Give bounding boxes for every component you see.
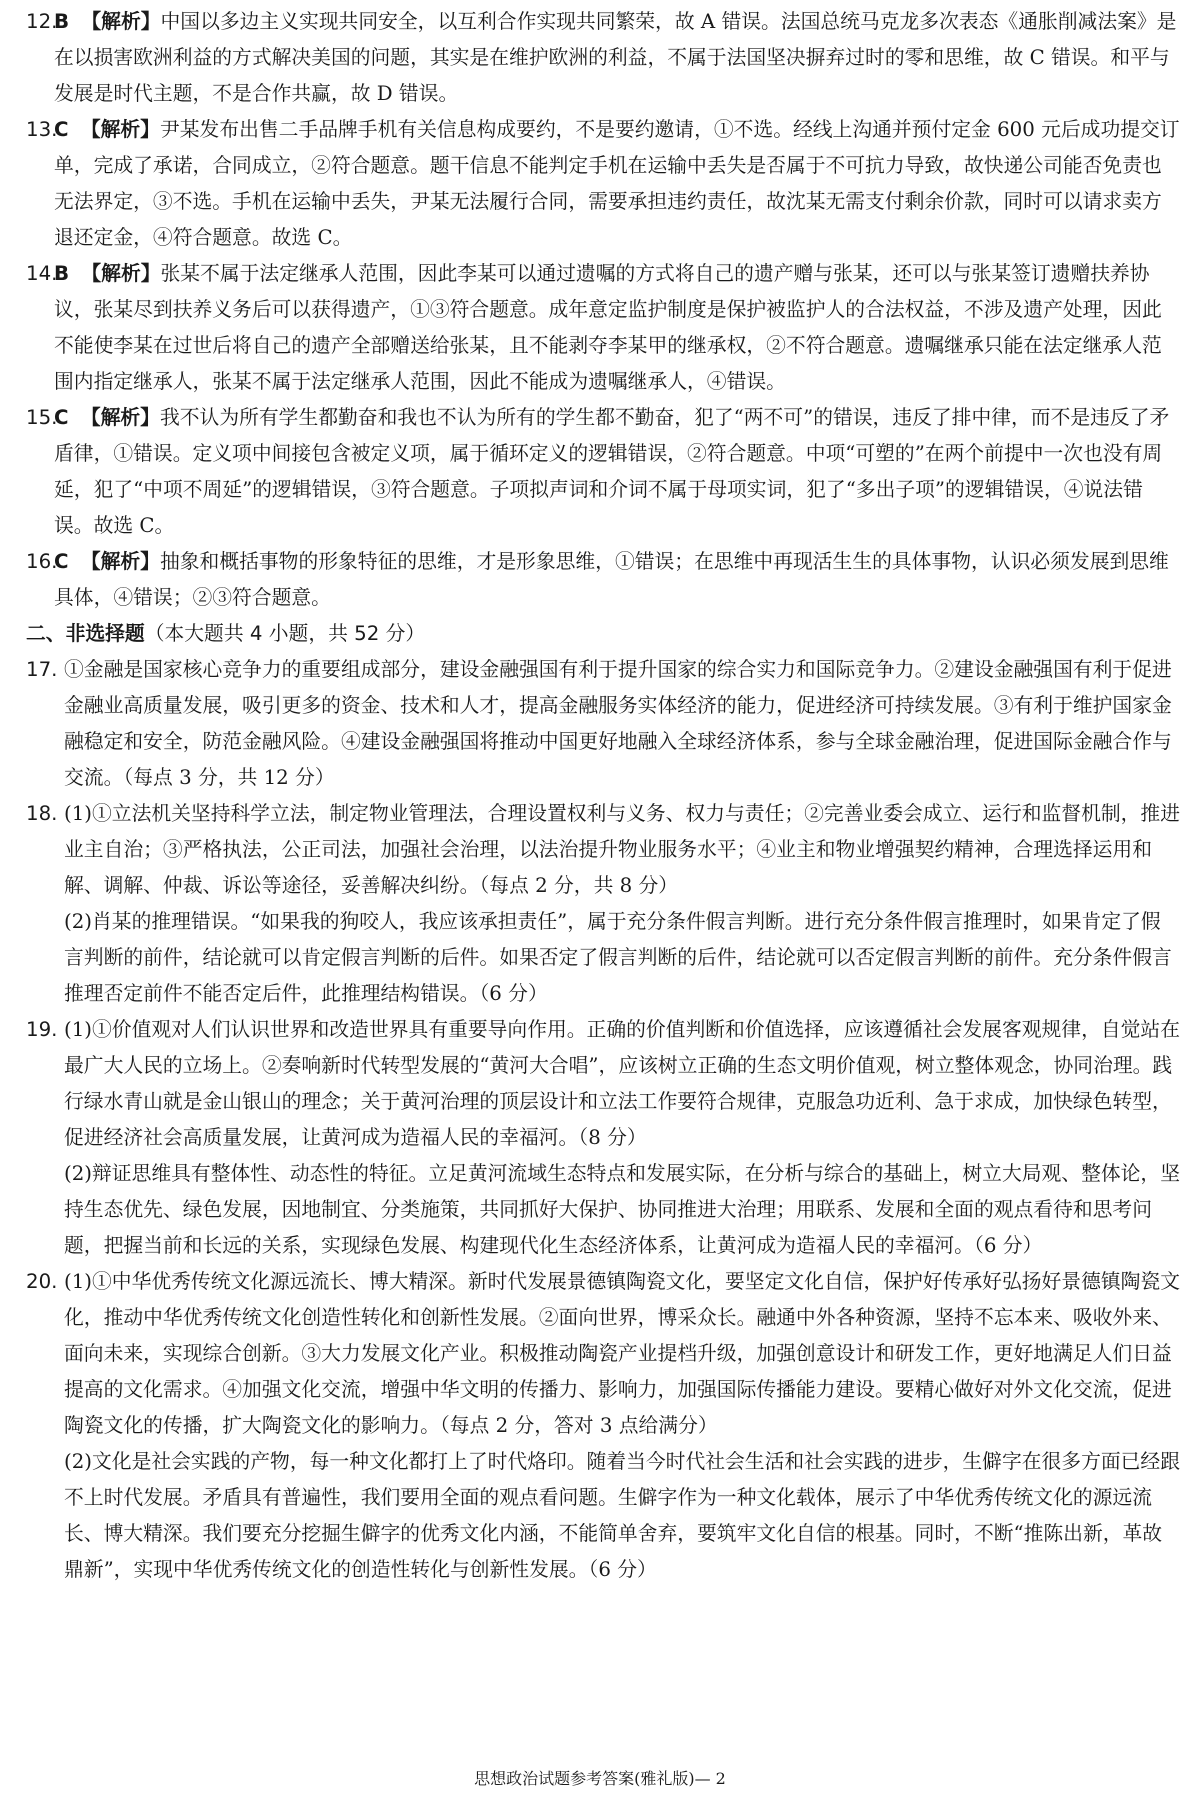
answer-letter: C xyxy=(54,118,69,141)
answer-part-2: (2)文化是社会实践的产物，每一种文化都打上了时代烙印。随着当今时代社会生活和社会实践的进步，生僻字在很多方面已经跟不上时代发展。矛盾具有普遍性，我们要用全面的观点看问题。生僻字作为一种文化载体，展示了中华优秀传统文化的源远流长、博大精深。我们要充分挖掘生僻字的优秀文化内涵，不能简单舍弃，要筑牢文化自信的根基。同时，不断“推陈出新，革故鼎新”，实现中华优秀传统文化的创造性转化与创新性发展。（6 分） xyxy=(64,1450,1180,1581)
question-number: 16. xyxy=(26,550,58,573)
analysis-tag: 【解析】 xyxy=(80,550,160,573)
answer-part-1: (1)①立法机关坚持科学立法，制定物业管理法，合理设置权利与义务、权力与责任；②完善业委会成立、运行和监督机制，推进业主自治；③严格执法，公正司法，加强社会治理，以法治提升物业服务水平；④业主和物业增强契约精神，合理选择运用和解、调解、仲裁、诉讼等途径，妥善解决纠纷。（每点 2 分，共 8 分） xyxy=(64,802,1180,897)
section-note: （本大题共 4 小题，共 52 分） xyxy=(144,622,426,645)
answer-part-2: (2)肖某的推理错误。“如果我的狗咬人，我应该承担责任”，属于充分条件假言判断。进行充分条件假言推理时，如果肯定了假言判断的前件，结论就可以肯定假言判断的后件。如果否定了假言判断的后件，结论就可以否定假言判断的前件。充分条件假言推理否定前件不能否定后件，此推理结构错误。（6 分） xyxy=(64,910,1172,1005)
analysis-text: 张某不属于法定继承人范围，因此李某可以通过遗嘱的方式将自己的遗产赠与张某，还可以与张某签订遗赠扶养协议，张某尽到扶养义务后可以获得遗产，①③符合题意。成年意定监护制度是保护被监护人的合法权益，不涉及遗产处理，因此不能使李某在过世后将自己的遗产全部赠送给张某，且不能剥夺李某甲的继承权，②不符合题意。遗嘱继承只能在法定继承人范围内指定继承人，张某不属于法定继承人范围，因此不能成为遗嘱继承人，④错误。 xyxy=(54,262,1162,393)
answer-item-15 xyxy=(26,400,1180,544)
answer-part-2: (2)辩证思维具有整体性、动态性的特征。立足黄河流域生态特点和发展实际，在分析与综合的基础上，树立大局观、整体论，坚持生态优先、绿色发展，因地制宜、分类施策，共同抓好大保护、协同推进大治理；用联系、发展和全面的观点看待和思考问题，把握当前和长远的关系，实现绿色发展、构建现代化生态经济体系，让黄河成为造福人民的幸福河。（6 分） xyxy=(64,1162,1180,1257)
answer-item-17 xyxy=(26,652,1180,796)
answer-letter: B xyxy=(54,10,70,33)
answer-item-14 xyxy=(26,256,1180,400)
answer-item-16 xyxy=(26,544,1180,616)
answer-item-12 xyxy=(26,4,1180,112)
answer-letter: B xyxy=(54,262,70,285)
answer-part-1: (1)①中华优秀传统文化源远流长、博大精深。新时代发展景德镇陶瓷文化，要坚定文化自信，保护好传承好弘扬好景德镇陶瓷文化，推动中华优秀传统文化创造性转化和创新性发展。②面向世界，博采众长。融通中外各种资源，坚持不忘本来、吸收外来、面向未来，实现综合创新。③大力发展文化产业。积极推动陶瓷产业提档升级，加强创意设计和研发工作，更好地满足人们日益提高的文化需求。④加强文化交流，增强中华文明的传播力、影响力，加强国际传播能力建设。要精心做好对外文化交流，促进陶瓷文化的传播，扩大陶瓷文化的影响力。（每点 2 分，答对 3 点给满分） xyxy=(64,1270,1180,1437)
analysis-tag: 【解析】 xyxy=(81,10,161,33)
question-number: 13. xyxy=(26,118,58,141)
answer-letter: C xyxy=(54,406,69,429)
analysis-tag: 【解析】 xyxy=(81,262,161,285)
answer-document xyxy=(26,4,1180,1588)
analysis-text: 我不认为所有学生都勤奋和我也不认为所有的学生都不勤奋，犯了“两不可”的错误，违反了排中律，而不是违反了矛盾律，①错误。定义项中间接包含被定义项，属于循环定义的逻辑错误，②符合题意。中项“可塑的”在两个前提中一次也没有周延，犯了“中项不周延”的逻辑错误，③符合题意。子项拟声词和介词不属于母项实词，犯了“多出子项”的逻辑错误，④说法错误。故选 C。 xyxy=(54,406,1170,537)
section-title: 二、非选择题 xyxy=(26,622,145,645)
question-number: 12. xyxy=(26,10,58,33)
analysis-tag: 【解析】 xyxy=(80,118,160,141)
analysis-text: 抽象和概括事物的形象特征的思维，才是形象思维，①错误；在思维中再现活生生的具体事物，认识必须发展到思维具体，④错误；②③符合题意。 xyxy=(54,550,1169,609)
question-number: 18. xyxy=(26,802,58,825)
question-number: 19. xyxy=(26,1018,58,1041)
answer-letter: C xyxy=(54,550,69,573)
question-number: 15. xyxy=(26,406,58,429)
answer-part-1: (1)①价值观对人们认识世界和改造世界具有重要导向作用。正确的价值判断和价值选择，应该遵循社会发展客观规律，自觉站在最广大人民的立场上。②奏响新时代转型发展的“黄河大合唱”，应该树立正确的生态文明价值观，树立整体观念，协同治理。践行绿水青山就是金山银山的理念；关于黄河治理的顶层设计和立法工作要符合规律，克服急功近利、急于求成，加快绿色转型，促进经济社会高质量发展，让黄河成为造福人民的幸福河。（8 分） xyxy=(64,1018,1180,1149)
answer-item-19 xyxy=(26,1012,1180,1264)
section-heading xyxy=(26,616,1180,652)
analysis-text: 尹某发布出售二手品牌手机有关信息构成要约，不是要约邀请，①不选。经线上沟通并预付定金 600 元后成功提交订单，完成了承诺，合同成立，②符合题意。题干信息不能判定手机在运输中丢失是否属于不可抗力导致，故快递公司能否免责也无法界定，③不选。手机在运输中丢失，尹某无法履行合同，需要承担违约责任，故沈某无需支付剩余价款，同时可以请求卖方退还定金，④符合题意。故选 C。 xyxy=(54,118,1180,249)
analysis-text: 中国以多边主义实现共同安全，以互利合作实现共同繁荣，故 A 错误。法国总统马克龙多次表态《通胀削减法案》是在以损害欧洲利益的方式解决美国的问题，其实是在维护欧洲的利益，不属于法国坚决摒弃过时的零和思维，故 C 错误。和平与发展是时代主题，不是合作共赢，故 D 错误。 xyxy=(54,10,1177,105)
question-number: 20. xyxy=(26,1270,58,1293)
answer-item-13 xyxy=(26,112,1180,256)
analysis-tag: 【解析】 xyxy=(80,406,160,429)
question-number: 14. xyxy=(26,262,58,285)
answer-text: ①金融是国家核心竞争力的重要组成部分，建设金融强国有利于提升国家的综合实力和国际竞争力。②建设金融强国有利于促进金融业高质量发展，吸引更多的资金、技术和人才，提高金融服务实体经济的能力，促进经济可持续发展。③有利于维护国家金融稳定和安全，防范金融风险。④建设金融强国将推动中国更好地融入全球经济体系，参与全球金融治理，促进国际金融合作与交流。（每点 3 分，共 12 分） xyxy=(64,658,1172,789)
answer-item-20 xyxy=(26,1264,1180,1588)
answer-item-18 xyxy=(26,796,1180,1012)
question-number: 17. xyxy=(26,658,58,681)
page-footer: 思想政治试题参考答案(雅礼版)— 2 xyxy=(474,1769,726,1788)
